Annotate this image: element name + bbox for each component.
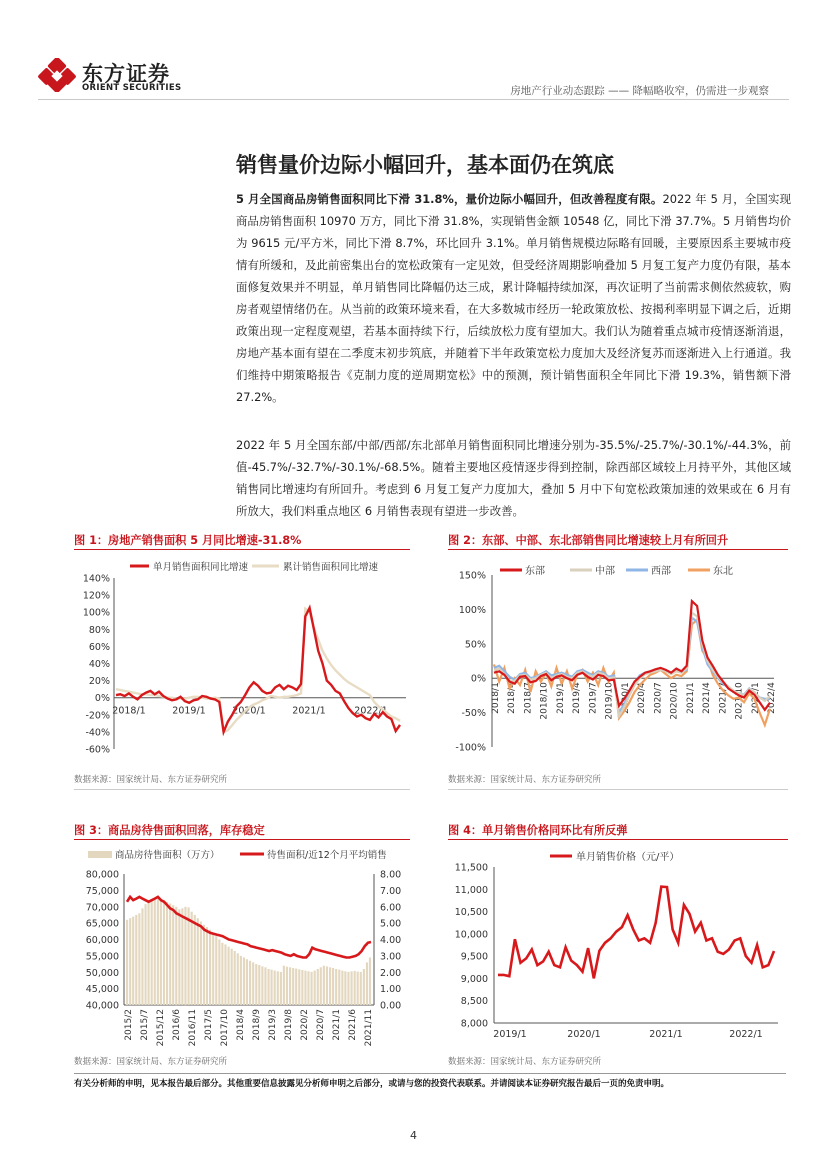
fig3-inventory-bar	[320, 967, 322, 1005]
fig3-inventory-bar	[311, 972, 313, 1005]
paragraph-1-body: 2022 年 5 月，全国实现商品房销售面积 10970 万方，同比下滑 31.8%，实现销售金额 10548 亿，同比下滑 37.7%。5 月销售均价为 9615 元/平方米，同比下滑 8.7%，环比回升 3.1%。单月销售规模边际略有回暖，主要原因系主要城市疫情有所缓和，及此前密集出台的宽松政策有一定见效，但受经济周期影响叠加 5 月复工复产力度仍有限，基本面修复效果并不明显，单月销售同比降幅仍达三成，累计降幅持续加深，再次证明了当前需求侧依然疲软，购房者观望情绪仍在。从当前的政策环境来看，在大多数城市经历一轮政策放松、按揭利率明显下调之后，近期政策出现一定程度观望，若基本面持续下行，后续放松力度有望加大。我们认为随着重点城市疫情逐渐消退，房地产基本面有望在二季度末初步筑底，并随着下半年政策宽松力度加大及经济复苏而逐渐进入上行通道。我们维持中期策略报告《克制力度的逆周期宽松》中的预测，预计销售面积全年同比下滑 19.3%，销售额下滑 27.2%。	[236, 192, 791, 404]
fig1-source: 数据来源：国家统计局、东方证券研究所	[74, 775, 228, 785]
fig3-inventory-bar	[157, 899, 159, 1005]
fig3-inventory-bar	[191, 912, 193, 1005]
fig3-inventory-bar	[304, 971, 306, 1005]
fig2-x-tick-label: 2021/10	[734, 682, 745, 720]
fig3-inventory-bar	[163, 900, 165, 1005]
fig3-inventory-bar	[145, 904, 147, 1005]
fig3-inventory-bar	[357, 972, 359, 1005]
fig2-y-tick-label: -100%	[455, 742, 486, 754]
fig4-x-tick-label: 2021/1	[649, 1029, 683, 1040]
fig2-y-tick-label: 0%	[470, 673, 486, 685]
fig3-left-tick-label: 40,000	[85, 1000, 119, 1012]
fig3-inventory-bar	[197, 918, 199, 1005]
fig2-bottom-rule	[448, 789, 788, 790]
fig3-x-tick-label: 2021/6	[348, 1009, 358, 1041]
fig4-y-tick-label: 10,500	[454, 907, 488, 919]
fig3-right-tick-label: 1.00	[380, 984, 402, 996]
fig4-x-tick-label: 2020/1	[567, 1029, 601, 1040]
fig3-x-tick-label: 2020/7	[316, 1009, 326, 1041]
fig3-inventory-bar	[347, 972, 349, 1005]
fig3-x-tick-label: 2018/9	[252, 1009, 262, 1041]
fig3-inventory-bar	[280, 972, 282, 1005]
fig3-left-tick-label: 60,000	[85, 935, 119, 946]
fig1-x-tick-label: 2018/1	[112, 705, 146, 717]
fig4-y-tick-label: 9,500	[460, 951, 488, 963]
fig4-legend-label: 单月销售价格（元/平）	[576, 852, 680, 863]
fig3-x-tick-label: 2015/2	[124, 1009, 134, 1041]
fig3-inventory-bar	[181, 908, 183, 1005]
fig3-inventory-bar	[126, 920, 128, 1005]
fig3-inventory-bar	[360, 972, 362, 1005]
fig3-inventory-bar	[249, 961, 251, 1005]
fig3-inventory-bar	[307, 971, 309, 1005]
fig3-right-tick-label: 6.00	[380, 902, 402, 914]
fig1-x-tick-label: 2019/1	[172, 705, 206, 717]
paragraph-1	[236, 188, 791, 408]
fig3-x-tick-label: 2017/10	[220, 1009, 230, 1047]
fig3-inventory-bar	[261, 966, 263, 1005]
fig1-legend-label-cumulative: 累计销售面积同比增速	[283, 562, 379, 573]
fig3-inventory-bar	[240, 956, 242, 1005]
fig1-y-tick-label: 100%	[82, 607, 110, 619]
fig1-y-tick-label: 40%	[88, 659, 110, 670]
fig3-inventory-bar	[221, 943, 223, 1005]
fig3-inventory-bar	[231, 949, 233, 1005]
fig3-inventory-bar	[323, 966, 325, 1005]
fig3-left-tick-label: 50,000	[85, 967, 119, 979]
header-divider	[38, 99, 789, 100]
section-title: 销售量价边际小幅回升，基本面仍在筑底	[236, 153, 614, 177]
fig3-x-tick-label: 2016/6	[172, 1009, 182, 1041]
report-header-title: 房地产行业动态跟踪 —— 降幅略收窄，仍需进一步观察	[510, 85, 769, 97]
fig3-x-tick-label: 2016/11	[188, 1009, 198, 1047]
fig2-x-tick-label: 2018/7	[523, 682, 534, 714]
fig3-inventory-bar	[151, 900, 153, 1005]
fig3-left-tick-label: 65,000	[85, 918, 119, 930]
fig3-inventory-bar	[317, 969, 319, 1005]
fig2-x-tick-label: 2022/4	[767, 682, 777, 714]
disclaimer-text: 有关分析师的申明，见本报告最后部分。其他重要信息披露见分析师申明之后部分，或请与您的投资代表联系。并请阅读本证券研究报告最后一页的免责申明。	[74, 1079, 670, 1089]
fig3-inventory-bar	[218, 940, 220, 1006]
fig1-y-tick-label: 0%	[94, 693, 110, 705]
fig3-inventory-bar	[295, 969, 297, 1005]
fig3-inventory-bar	[366, 962, 368, 1005]
fig3-inventory-bar	[175, 907, 177, 1005]
fig4-chart	[448, 843, 788, 1047]
fig3-inventory-bar	[326, 966, 328, 1005]
page-number: 4	[410, 1129, 417, 1142]
fig3-inventory-bar	[141, 908, 143, 1005]
fig1-y-tick-label: 140%	[82, 573, 110, 585]
fig2-x-tick-label: 2018/1	[491, 682, 501, 714]
fig2-legend-label: 中部	[595, 566, 615, 577]
fig1-y-tick-label: 60%	[88, 641, 110, 653]
fig3-inventory-bar	[154, 900, 156, 1006]
fig1-y-tick-label: -60%	[85, 744, 110, 756]
fig3-left-tick-label: 55,000	[85, 951, 119, 963]
fig1-chart	[74, 555, 410, 767]
fig3-inventory-bar	[206, 927, 208, 1005]
fig3-inventory-bar	[203, 925, 205, 1005]
fig3-inventory-bar	[209, 930, 211, 1005]
fig1-title: 图 1：房地产销售面积 5 月同比增速-31.8%	[74, 534, 302, 547]
fig2-legend-label: 东部	[525, 566, 545, 577]
fig3-x-tick-label: 2015/7	[140, 1009, 150, 1041]
fig1-y-tick-label: -20%	[85, 710, 110, 722]
fig3-inventory-bar	[138, 913, 140, 1005]
fig2-y-tick-label: 150%	[458, 570, 486, 582]
fig4-y-tick-label: 10,000	[454, 929, 488, 941]
fig4-y-tick-label: 8,000	[460, 1018, 488, 1030]
fig3-inventory-bar	[369, 958, 371, 1006]
fig3-chart	[74, 843, 410, 1047]
fig2-x-tick-label: 2019/1	[555, 682, 566, 714]
fig3-inventory-bar	[129, 918, 131, 1005]
fig3-inventory-bar	[228, 947, 230, 1005]
fig2-x-tick-label: 2018/4	[507, 682, 518, 714]
fig3-inventory-bar	[200, 922, 202, 1006]
fig3-x-tick-label: 2021/1	[332, 1009, 342, 1041]
fig3-inventory-bar	[274, 971, 276, 1005]
fig3-inventory-bar	[264, 967, 266, 1005]
fig3-inventory-bar	[237, 953, 239, 1005]
fig3-inventory-bar	[194, 915, 196, 1005]
fig3-legend-label-inventory: 商品房待售面积（万方）	[115, 850, 220, 861]
fig2-title: 图 2：东部、中部、东北部销售同比增速较上月有所回升	[448, 534, 729, 547]
fig2-x-tick-label: 2020/7	[653, 682, 664, 714]
fig2-x-tick-label: 2021/7	[718, 682, 729, 714]
fig3-x-tick-label: 2015/12	[156, 1009, 166, 1047]
fig3-inventory-bar	[298, 969, 300, 1005]
fig3-inventory-bar	[341, 971, 343, 1005]
fig3-inventory-bar	[184, 907, 186, 1005]
fig3-right-tick-label: 8.00	[380, 869, 402, 881]
fig3-inventory-bar	[243, 958, 245, 1006]
fig3-left-tick-label: 45,000	[85, 984, 119, 996]
fig3-left-tick-label: 75,000	[85, 885, 119, 897]
fig3-right-tick-label: 2.00	[380, 967, 402, 979]
fig3-legend-swatch-inventory	[88, 851, 112, 858]
fig3-inventory-bar	[344, 971, 346, 1005]
fig3-inventory-bar	[172, 905, 174, 1005]
fig3-inventory-bar	[169, 904, 171, 1006]
fig3-inventory-bar	[301, 970, 303, 1005]
fig3-right-tick-label: 5.00	[380, 918, 402, 930]
fig3-inventory-bar	[246, 959, 248, 1005]
fig3-inventory-bar	[212, 933, 214, 1005]
fig3-left-tick-label: 70,000	[85, 902, 119, 914]
fig3-inventory-bar	[215, 936, 217, 1005]
fig2-y-tick-label: 100%	[458, 604, 486, 616]
fig2-y-tick-label: 50%	[464, 639, 486, 651]
fig3-x-tick-label: 2019/8	[284, 1009, 294, 1041]
fig2-legend-label: 东北	[713, 566, 733, 577]
fig2-series-line	[494, 613, 770, 716]
fig3-inventory-bar	[338, 970, 340, 1005]
fig3-inventory-bar	[234, 951, 236, 1005]
fig3-inventory-bar	[166, 902, 168, 1005]
fig3-right-tick-label: 4.00	[380, 935, 402, 946]
paragraph-1-lead: 5 月全国商品房销售面积同比下滑 31.8%，量价边际小幅回升，但改善程度有限。	[236, 192, 663, 206]
fig3-source: 数据来源：国家统计局、东方证券研究所	[74, 1057, 228, 1067]
fig2-x-tick-label: 2022/1	[750, 682, 761, 714]
paragraph-2: 2022 年 5 月全国东部/中部/西部/东北部单月销售面积同比增速分别为-35.5%/-25.7%/-30.1%/-44.3%，前值-45.7%/-32.7%/-30.1%/-68.5%。随着主要地区疫情逐步得到控制，除西部区域较上月持平外，其他区域销售同比增速均有所回升。考虑到 6 月复工复产力度加大，叠加 5 月中下旬宽松政策加速的效果或在 6 月有所放大，我们料重点地区 6 月销售表现有望进一步改善。	[236, 438, 791, 518]
fig3-inventory-bar	[332, 968, 334, 1005]
fig3-x-tick-label: 2017/5	[204, 1009, 214, 1041]
fig3-x-tick-label: 2020/2	[300, 1009, 310, 1041]
fig4-x-tick-label: 2022/1	[729, 1029, 763, 1040]
fig3-inventory-bar	[258, 965, 260, 1005]
fig3-inventory-bar	[283, 966, 285, 1005]
fig3-inventory-bar	[132, 917, 134, 1005]
fig4-y-tick-label: 9,000	[460, 973, 488, 985]
fig3-inventory-bar	[135, 915, 137, 1005]
fig2-chart	[448, 555, 788, 767]
fig3-inventory-bar	[268, 969, 270, 1005]
brand-name-cn: 东方证券	[82, 62, 170, 86]
fig2-series-line	[494, 601, 770, 710]
fig1-y-tick-label: 80%	[88, 624, 110, 636]
fig3-inventory-bar	[329, 967, 331, 1005]
disclaimer-divider	[74, 1073, 786, 1074]
fig3-inventory-bar	[160, 899, 162, 1005]
fig3-right-tick-label: 0.00	[380, 1000, 402, 1012]
fig4-rule	[448, 839, 788, 840]
fig1-bottom-rule	[74, 789, 410, 790]
fig3-legend-label-ratio: 待售面积/近12个月平均销售	[267, 850, 387, 861]
fig3-inventory-bar	[351, 971, 353, 1005]
fig3-inventory-bar	[335, 969, 337, 1005]
fig4-price-line	[498, 887, 774, 979]
fig3-inventory-bar	[188, 907, 190, 1005]
fig3-inventory-bar	[363, 969, 365, 1005]
fig1-y-tick-label: 120%	[82, 590, 110, 602]
fig2-x-tick-label: 2021/1	[685, 682, 696, 714]
fig3-inventory-bar	[255, 964, 257, 1005]
fig4-y-tick-label: 8,500	[460, 996, 488, 1008]
fig3-right-tick-label: 7.00	[380, 885, 402, 897]
fig3-inventory-bar	[314, 971, 316, 1005]
fig1-legend-label-monthly: 单月销售面积同比增速	[153, 562, 249, 573]
fig1-y-tick-label: 20%	[88, 676, 110, 688]
fig3-inventory-bar	[178, 909, 180, 1005]
fig3-right-tick-label: 3.00	[380, 951, 402, 963]
fig3-inventory-bar	[286, 967, 288, 1005]
fig1-rule	[74, 549, 410, 550]
fig3-inventory-bar	[148, 901, 150, 1005]
fig2-x-tick-label: 2018/10	[539, 682, 550, 720]
fig3-inventory-bar	[252, 962, 254, 1005]
fig3-left-tick-label: 80,000	[85, 869, 119, 881]
fig3-inventory-bar	[289, 967, 291, 1005]
fig3-inventory-bar	[271, 970, 273, 1005]
fig2-y-tick-label: -50%	[461, 708, 486, 720]
fig3-inventory-bar	[277, 971, 279, 1005]
fig3-rule	[74, 839, 410, 840]
fig3-x-tick-label: 2019/3	[268, 1009, 278, 1041]
fig4-title: 图 4：单月销售价格同环比有所反弹	[448, 824, 628, 837]
fig1-y-tick-label: -40%	[85, 727, 110, 739]
orient-logo-icon	[38, 58, 76, 92]
fig3-x-tick-label: 2018/4	[236, 1009, 246, 1041]
fig2-x-tick-label: 2019/7	[588, 682, 599, 714]
fig3-title: 图 3：商品房待售面积回落，库存稳定	[74, 824, 265, 837]
fig2-x-tick-label: 2020/1	[620, 682, 631, 714]
fig4-y-tick-label: 11,000	[454, 884, 488, 896]
fig4-y-tick-label: 11,500	[454, 862, 488, 874]
fig3-x-tick-label: 2021/11	[364, 1009, 374, 1047]
fig2-x-tick-label: 2021/4	[702, 682, 713, 714]
fig3-inventory-bar	[224, 944, 226, 1005]
fig2-x-tick-label: 2020/10	[669, 682, 680, 720]
fig2-legend-label: 西部	[651, 566, 671, 577]
fig2-rule	[448, 549, 788, 550]
fig4-source: 数据来源：国家统计局、东方证券研究所	[448, 1057, 602, 1067]
fig1-x-tick-label: 2022/1	[354, 705, 388, 717]
fig3-inventory-bar	[354, 971, 356, 1005]
fig2-x-tick-label: 2020/4	[637, 682, 648, 714]
fig1-x-tick-label: 2020/1	[232, 705, 266, 717]
brand-name-en: ORIENT SECURITIES	[82, 83, 182, 93]
fig3-inventory-bar	[292, 968, 294, 1005]
fig2-x-tick-label: 2019/10	[604, 682, 615, 720]
fig2-source: 数据来源：国家统计局、东方证券研究所	[448, 775, 602, 785]
fig2-x-tick-label: 2019/4	[572, 682, 583, 714]
fig2-series-line	[494, 620, 770, 725]
fig1-x-tick-label: 2021/1	[292, 705, 326, 717]
fig4-x-tick-label: 2019/1	[493, 1029, 527, 1040]
